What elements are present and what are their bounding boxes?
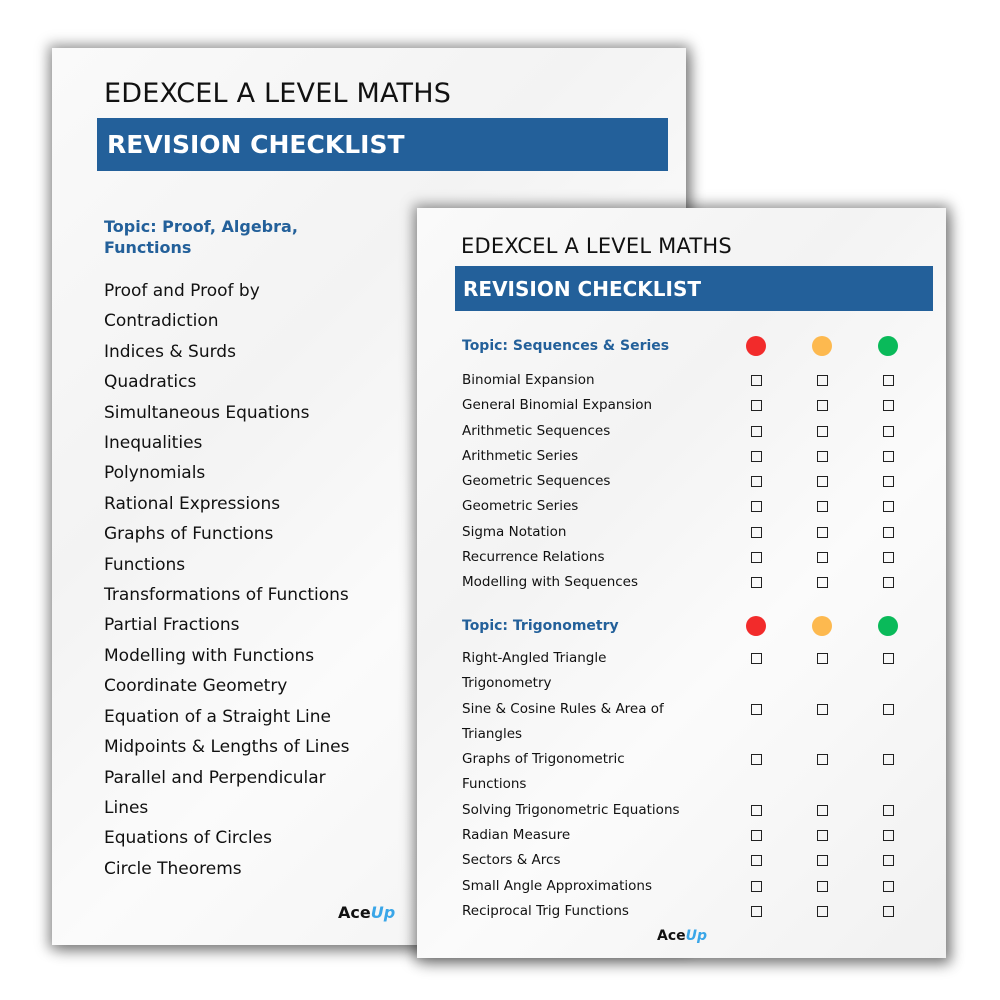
green-checkbox[interactable] — [883, 426, 894, 437]
checklist-row: Graphs of Trigonometric Functions — [462, 747, 912, 798]
checklist-row: Sigma Notation — [462, 520, 912, 545]
aceup-logo: AceUp — [338, 903, 396, 922]
amber-checkbox[interactable] — [817, 881, 828, 892]
checklist-row: Geometric Sequences — [462, 469, 912, 494]
checklist-row: Sine & Cosine Rules & Area of Triangles — [462, 697, 912, 748]
checklist-page-front — [417, 208, 946, 958]
green-rating-icon — [878, 616, 898, 636]
red-rating-icon — [746, 616, 766, 636]
amber-checkbox[interactable] — [817, 426, 828, 437]
green-checkbox[interactable] — [883, 527, 894, 538]
topic-heading: Topic: Sequences & Series — [462, 338, 670, 354]
amber-checkbox[interactable] — [817, 906, 828, 917]
green-checkbox[interactable] — [883, 577, 894, 588]
list-item: Polynomials — [104, 463, 206, 484]
list-item: Parallel and Perpendicular — [104, 767, 326, 788]
red-checkbox[interactable] — [751, 881, 762, 892]
checklist-row: Right-Angled Triangle Trigonometry — [462, 646, 912, 697]
red-checkbox[interactable] — [751, 451, 762, 462]
red-checkbox[interactable] — [751, 855, 762, 866]
red-checkbox[interactable] — [751, 906, 762, 917]
checklist-row: Radian Measure — [462, 823, 912, 848]
checklist-row: Recurrence Relations — [462, 545, 912, 570]
list-item: Proof and Proof by — [104, 281, 260, 301]
amber-checkbox[interactable] — [817, 830, 828, 841]
green-checkbox[interactable] — [883, 906, 894, 917]
amber-checkbox[interactable] — [817, 754, 828, 765]
list-item: Coordinate Geometry — [104, 676, 288, 697]
green-checkbox[interactable] — [883, 653, 894, 664]
green-checkbox[interactable] — [883, 830, 894, 841]
checklist-row: Binomial Expansion — [462, 368, 912, 393]
red-checkbox[interactable] — [751, 426, 762, 437]
amber-checkbox[interactable] — [817, 527, 828, 538]
topic-heading: Topic: Proof, Algebra, Functions — [104, 217, 298, 257]
amber-checkbox[interactable] — [817, 375, 828, 386]
amber-checkbox[interactable] — [817, 855, 828, 866]
checklist-row: Modelling with Sequences — [462, 570, 912, 595]
list-item: Midpoints & Lengths of Lines — [104, 737, 350, 758]
list-item: Inequalities — [104, 433, 203, 454]
list-item: Partial Fractions — [104, 615, 240, 636]
amber-checkbox[interactable] — [817, 501, 828, 512]
green-checkbox[interactable] — [883, 552, 894, 563]
list-item: Modelling with Functions — [104, 645, 315, 666]
red-checkbox[interactable] — [751, 577, 762, 588]
aceup-logo: AceUp — [657, 928, 708, 944]
page-title: EDEXCEL A LEVEL MATHS — [461, 234, 732, 258]
green-checkbox[interactable] — [883, 451, 894, 462]
amber-rating-icon — [812, 616, 832, 636]
topic-list — [104, 276, 349, 884]
green-checkbox[interactable] — [883, 855, 894, 866]
green-checkbox[interactable] — [883, 704, 894, 715]
checklist-row: Sectors & Arcs — [462, 848, 912, 873]
amber-checkbox[interactable] — [817, 451, 828, 462]
green-checkbox[interactable] — [883, 501, 894, 512]
checklist-banner: REVISION CHECKLIST — [97, 118, 668, 171]
red-checkbox[interactable] — [751, 754, 762, 765]
list-item: Equations of Circles — [104, 828, 272, 849]
list-item: Quadratics — [104, 372, 197, 393]
red-checkbox[interactable] — [751, 552, 762, 563]
page-title: EDEXCEL A LEVEL MATHS — [104, 78, 452, 109]
checklist-row: General Binomial Expansion — [462, 393, 912, 418]
red-checkbox[interactable] — [751, 653, 762, 664]
checklist-row: Solving Trigonometric Equations — [462, 798, 912, 823]
red-checkbox[interactable] — [751, 501, 762, 512]
section-header — [462, 616, 912, 644]
amber-checkbox[interactable] — [817, 476, 828, 487]
list-item: Circle Theorems — [104, 858, 242, 879]
section-trigonometry — [462, 616, 912, 924]
section-sequences-series — [462, 336, 912, 596]
amber-checkbox[interactable] — [817, 805, 828, 816]
list-item: Indices & Surds — [104, 341, 236, 362]
red-checkbox[interactable] — [751, 527, 762, 538]
red-checkbox[interactable] — [751, 704, 762, 715]
red-checkbox[interactable] — [751, 805, 762, 816]
list-item: Simultaneous Equations — [104, 402, 310, 423]
amber-checkbox[interactable] — [817, 577, 828, 588]
amber-checkbox[interactable] — [817, 704, 828, 715]
amber-checkbox[interactable] — [817, 552, 828, 563]
topic-heading: Topic: Trigonometry — [462, 618, 619, 634]
checklist-banner: REVISION CHECKLIST — [455, 266, 933, 311]
green-checkbox[interactable] — [883, 805, 894, 816]
green-checkbox[interactable] — [883, 375, 894, 386]
amber-checkbox[interactable] — [817, 400, 828, 411]
green-checkbox[interactable] — [883, 881, 894, 892]
red-checkbox[interactable] — [751, 830, 762, 841]
checklist-row: Reciprocal Trig Functions — [462, 899, 912, 924]
red-checkbox[interactable] — [751, 476, 762, 487]
amber-checkbox[interactable] — [817, 653, 828, 664]
checklist-row: Arithmetic Series — [462, 444, 912, 469]
list-item: Lines — [104, 797, 149, 818]
list-item: Rational Expressions — [104, 493, 281, 514]
list-item: Contradiction — [104, 311, 219, 332]
green-checkbox[interactable] — [883, 476, 894, 487]
green-checkbox[interactable] — [883, 754, 894, 765]
checklist-row: Geometric Series — [462, 494, 912, 519]
amber-rating-icon — [812, 336, 832, 356]
green-rating-icon — [878, 336, 898, 356]
red-checkbox[interactable] — [751, 375, 762, 386]
green-checkbox[interactable] — [883, 400, 894, 411]
list-item: Equation of a Straight Line — [104, 706, 331, 727]
section-header — [462, 336, 912, 364]
list-item: Transformations of Functions — [104, 585, 349, 606]
checklist-row: Small Angle Approximations — [462, 874, 912, 899]
list-item: Functions — [104, 554, 186, 575]
red-checkbox[interactable] — [751, 400, 762, 411]
checklist-row: Arithmetic Sequences — [462, 419, 912, 444]
list-item: Graphs of Functions — [104, 524, 274, 545]
red-rating-icon — [746, 336, 766, 356]
